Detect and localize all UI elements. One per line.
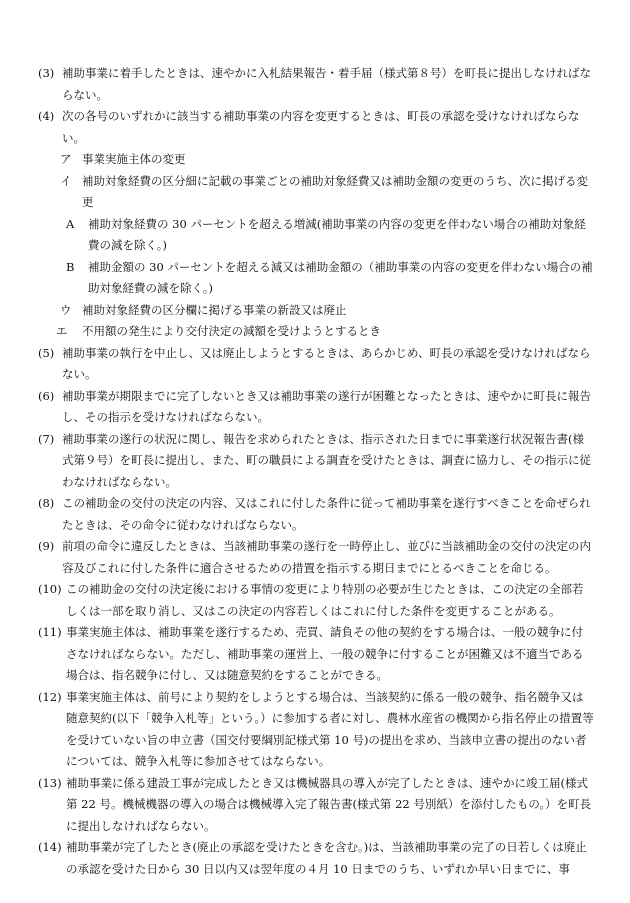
sub-clause-number: ウ <box>60 302 72 317</box>
clause-text: この補助金の交付の決定後における事情の変更により特別の必要が生じたときは、この決定の全部若しくは一部を取り消し、又はこの決定の内容若しくはこれに付した条件を変更することがある。 <box>66 582 584 618</box>
clause-8 <box>38 493 594 536</box>
clause-number: (6) <box>38 388 55 403</box>
sub-clause-text: 事業実施主体の変更 <box>82 152 186 166</box>
sub-sub-clause-text: 補助金額の 30 パーセントを超える減又は補助金額の（補助事業の内容の変更を伴わない場合の補助対象経費の減を除く。) <box>88 259 593 295</box>
sub-clause-text: 補助対象経費の区分細に記載の事業ごとの補助対象経費又は補助金額の変更のうち、次に掲げる変更 <box>82 173 588 209</box>
clause-number: (14) <box>38 840 62 854</box>
sub-clause-text: 不用額の発生により交付決定の減額を受けようとするとき <box>82 324 381 338</box>
clause-number: (11) <box>38 625 62 639</box>
clause-14 <box>38 837 594 880</box>
sub-clause-e <box>38 321 594 343</box>
clause-text: 補助事業が完了したとき(廃止の承認を受けたときを含む。)は、当該補助事業の完了の日若しくは廃止の承認を受けた日から 30 日以内又は翌年度の４月 10 日までのうち、いずれか早い日までに、事 <box>66 840 587 876</box>
clause-text: 事業実施主体は、補助事業を遂行するため、売買、請負その他の契約をする場合は、一般の競争に付さなければならない。ただし、補助事業の運営上、一般の競争に付することが困難又は不適当である場合は、指名競争に付し、又は随意契約をすることができる。 <box>66 625 584 682</box>
sub-clause-i <box>38 171 594 214</box>
sub-sub-clause-B <box>38 257 594 300</box>
clause-text: 補助事業の執行を中止し、又は廃止しようとするときは、あらかじめ、町長の承認を受けなければならない。 <box>62 345 591 381</box>
clause-text: この補助金の交付の決定の内容、又はこれに付した条件に従って補助事業を遂行すべきことを命ぜられたときは、その命令に従わなければならない。 <box>62 496 591 532</box>
clause-number: (4) <box>38 109 55 123</box>
clause-text: 補助事業に係る建設工事が完成したとき又は機械器具の導入が完了したときは、速やかに竣工届(様式第 22 号。機械機器の導入の場合は機械導入完了報告書(様式第 22 号別紙）を添付したもの。）を町長に提出しなければならない。 <box>66 775 592 833</box>
sub-clause-number: エ <box>56 324 68 338</box>
clause-number: (9) <box>38 539 55 553</box>
sub-clause-number: ア <box>60 152 72 166</box>
sub-sub-clause-A <box>38 214 594 257</box>
sub-sub-clause-text: 補助対象経費の 30 パーセントを超える増減(補助事業の内容の変更を伴わない場合の補助対象経費の減を除く。) <box>88 216 586 252</box>
clause-number: (5) <box>38 345 55 360</box>
clause-12 <box>38 687 594 773</box>
clause-text: 事業実施主体は、前号により契約をしようとする場合は、当該契約に係る一般の競争、指名競争又は随意契約(以下「競争入札等」という。）に参加する者に対し、農林水産省の機関から指名停止の措置等を受けていない旨の申立書（国交付要綱別記様式第 10 号)の提出を求め、当該申立書の提出のない者については、競争入札等に参加させてはならない。 <box>66 689 594 768</box>
clause-number: (10) <box>38 582 62 596</box>
clause-number: (13) <box>38 775 62 790</box>
document-body <box>38 63 594 880</box>
clause-number: (3) <box>38 66 55 80</box>
clause-3 <box>38 63 594 106</box>
clause-6 <box>38 386 594 429</box>
clause-number: (8) <box>38 496 55 510</box>
sub-clause-u <box>38 300 594 322</box>
clause-text: 補助事業に着手したときは、速やかに入札結果報告・着手届（様式第８号）を町長に提出しなければならない。 <box>62 66 591 102</box>
sub-clause-a <box>38 149 594 171</box>
clause-number: (7) <box>38 431 55 446</box>
clause-5 <box>38 343 594 386</box>
clause-text: 次の各号のいずれかに該当する補助事業の内容を変更するときは、町長の承認を受けなければならない。 <box>62 109 580 145</box>
clause-7 <box>38 429 594 494</box>
sub-sub-clause-number: B <box>66 259 75 274</box>
clause-text: 前項の命令に違反したときは、当該補助事業の遂行を一時停止し、並びに当該補助金の交付の決定の内容及びこれに付した条件に適合させるための措置を指示する期日までにとるべきことを命じる。 <box>62 539 591 575</box>
clause-11 <box>38 622 594 687</box>
clause-4 <box>38 106 594 149</box>
clause-13 <box>38 773 594 838</box>
sub-sub-clause-number: A <box>66 216 75 231</box>
clause-text: 補助事業の遂行の状況に関し、報告を求められたときは、指示された日までに事業遂行状況報告書(様式第９号）を町長に提出し、また、町の職員による調査を受けたときは、調査に協力し、その指示に従わなければならない。 <box>62 431 591 489</box>
sub-clause-text: 補助対象経費の区分欄に掲げる事業の新設又は廃止 <box>82 302 347 317</box>
clause-9 <box>38 536 594 579</box>
sub-clause-number: イ <box>60 173 72 188</box>
clause-text: 補助事業が期限までに完了しないとき又は補助事業の遂行が困難となったときは、速やかに町長に報告し、その指示を受けなければならない。 <box>62 388 591 424</box>
clause-10 <box>38 579 594 622</box>
clause-number: (12) <box>38 689 62 704</box>
